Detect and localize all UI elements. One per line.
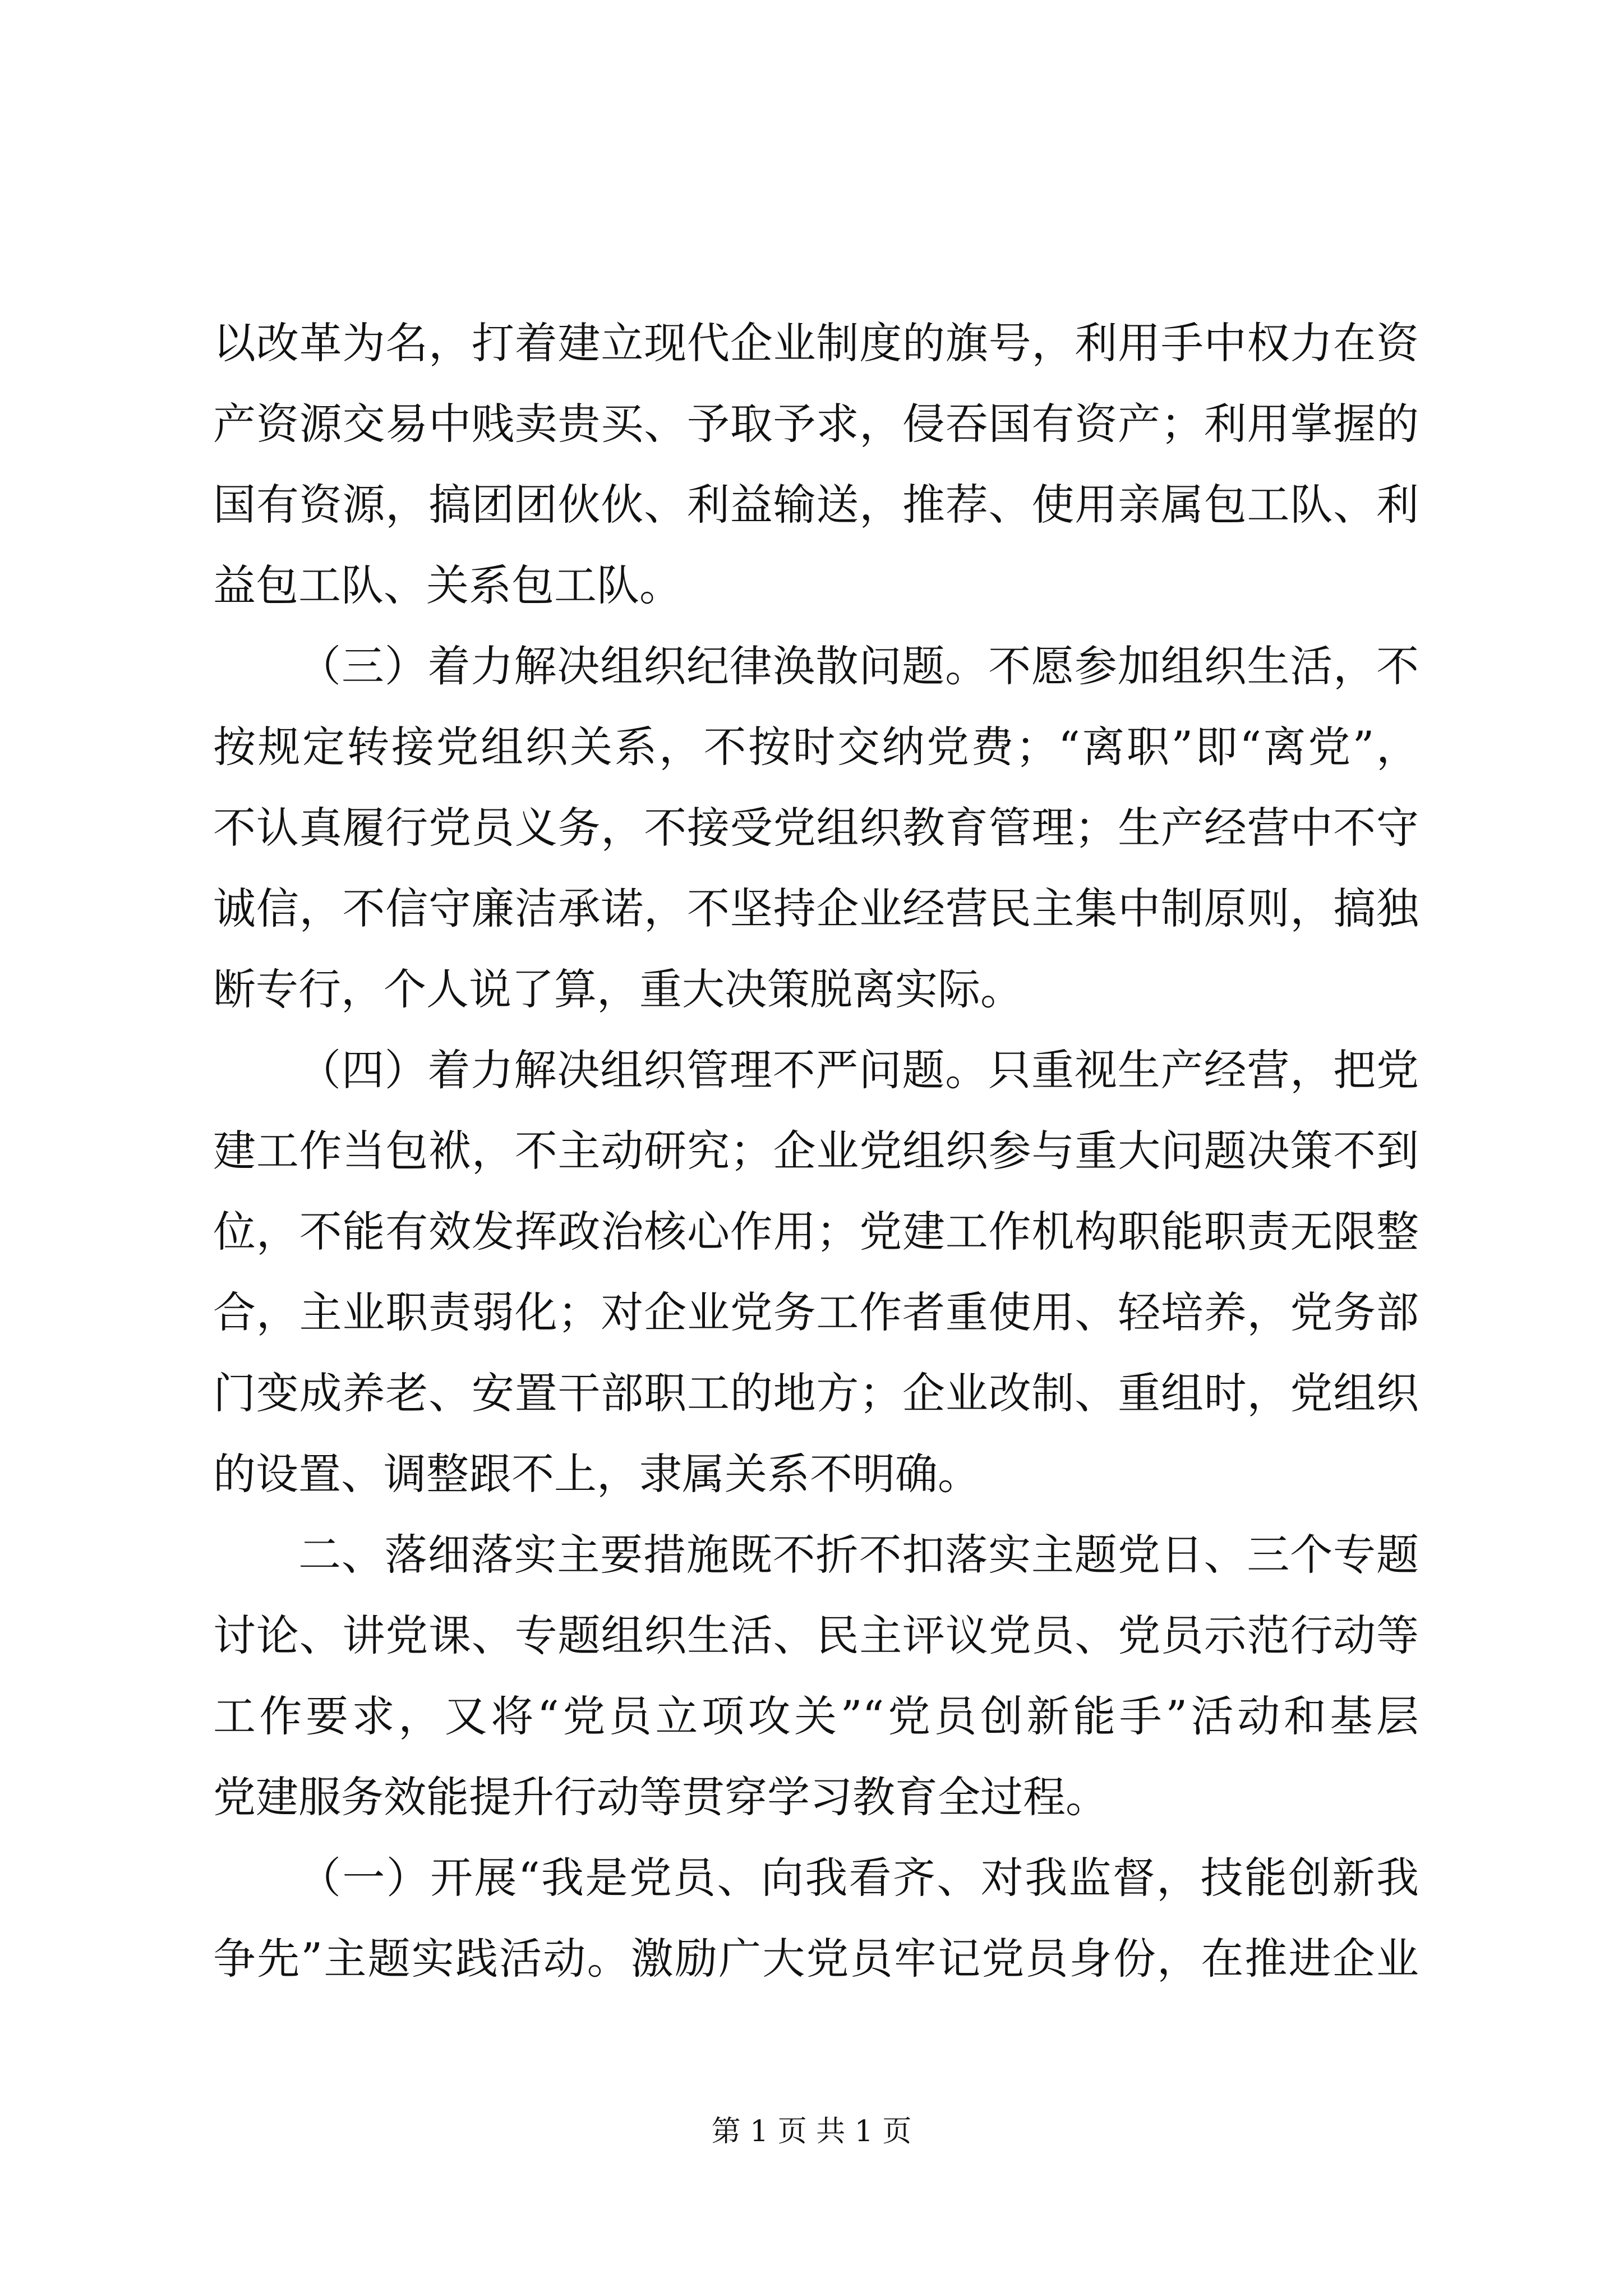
text-line: （三）着力解决组织纪律涣散问题。不愿参加组织生活，不 bbox=[298, 641, 1419, 691]
text-line: 争先”主题实践活动。激励广大党员牢记党员身份，在推进企业 bbox=[213, 1934, 1419, 1984]
text-line: 国有资源，搞团团伙伙、利益输送，推荐、使用亲属包工队、利 bbox=[213, 480, 1419, 530]
text-line: 的设置、调整跟不上，隶属关系不明确。 bbox=[213, 1449, 980, 1499]
text-line: 不认真履行党员义务，不接受党组织教育管理；生产经营中不守 bbox=[213, 803, 1419, 853]
text-line: 工作要求，又将“党员立项攻关”“党员创新能手”活动和基层 bbox=[213, 1691, 1419, 1741]
text-line: 合，主业职责弱化；对企业党务工作者重使用、轻培养，党务部 bbox=[213, 1287, 1419, 1337]
text-line: 按规定转接党组织关系，不按时交纳党费；“离职”即“离党”， bbox=[213, 722, 1419, 772]
document-body bbox=[213, 303, 1419, 1999]
text-line: 二、落细落实主要措施既不折不扣落实主题党日、三个专题 bbox=[298, 1530, 1419, 1580]
text-line: 以改革为名，打着建立现代企业制度的旗号，利用手中权力在资 bbox=[213, 318, 1419, 368]
text-line: （四）着力解决组织管理不严问题。只重视生产经营，把党 bbox=[298, 1045, 1419, 1095]
text-line: 党建服务效能提升行动等贯穿学习教育全过程。 bbox=[213, 1772, 1108, 1822]
text-line: 产资源交易中贱卖贵买、予取予求，侵吞国有资产；利用掌握的 bbox=[213, 399, 1419, 449]
text-line: 讨论、讲党课、专题组织生活、民主评议党员、党员示范行动等 bbox=[213, 1611, 1419, 1660]
text-line: （一）开展“我是党员、向我看齐、对我监督，技能创新我 bbox=[298, 1853, 1419, 1903]
text-line: 建工作当包袱，不主动研究；企业党组织参与重大问题决策不到 bbox=[213, 1126, 1419, 1176]
text-line: 益包工队、关系包工队。 bbox=[213, 560, 682, 610]
text-line: 门变成养老、安置干部职工的地方；企业改制、重组时，党组织 bbox=[213, 1368, 1419, 1418]
text-line: 位，不能有效发挥政治核心作用；党建工作机构职能职责无限整 bbox=[213, 1207, 1419, 1257]
page-footer: 第 1 页 共 1 页 bbox=[711, 2115, 912, 2148]
text-line: 诚信，不信守廉洁承诺，不坚持企业经营民主集中制原则，搞独 bbox=[213, 884, 1419, 933]
text-line: 断专行，个人说了算，重大决策脱离实际。 bbox=[213, 964, 1023, 1014]
